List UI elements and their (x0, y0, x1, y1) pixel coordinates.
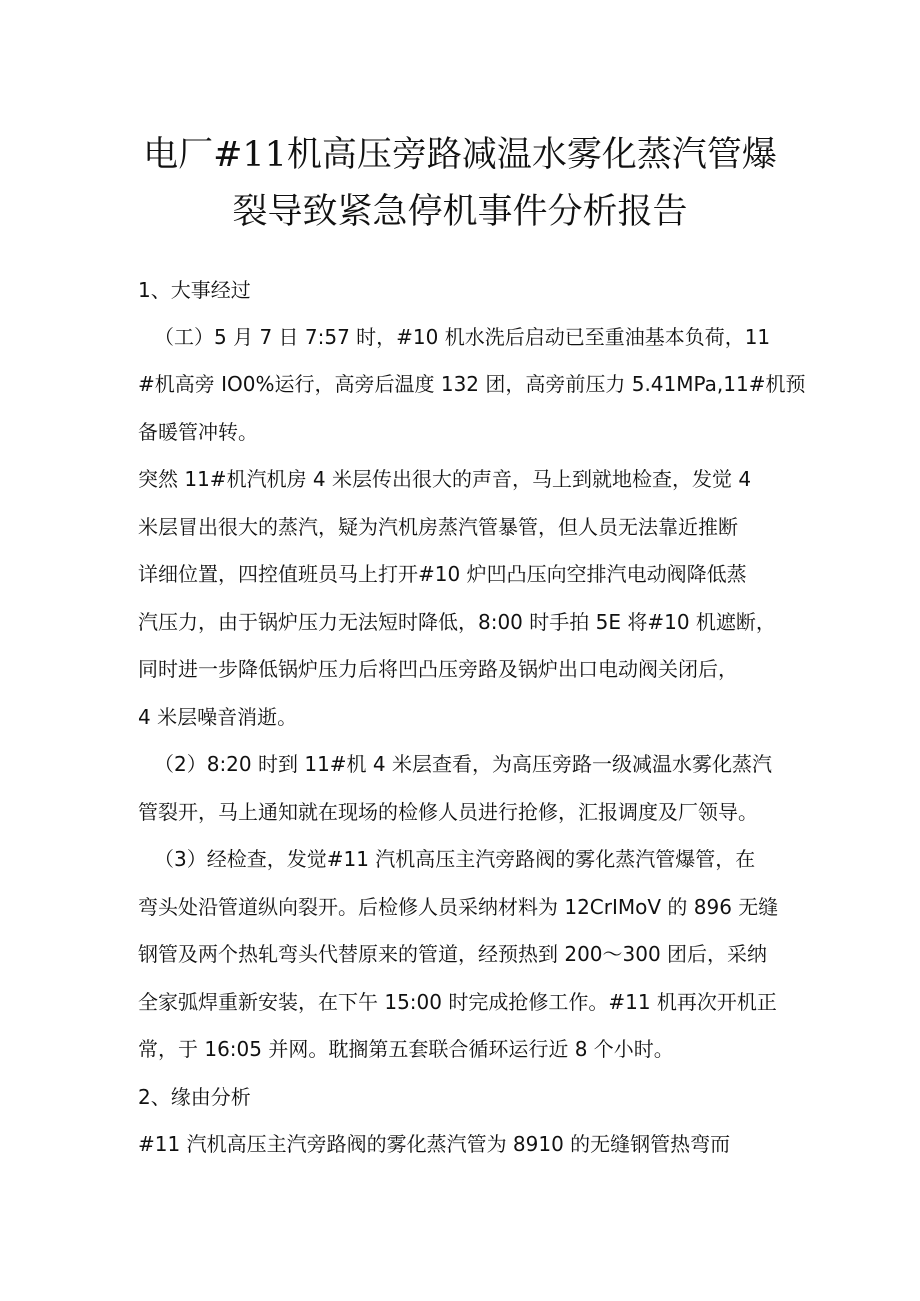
paragraph-line: 钢管及两个热轧弯头代替原来的管道，经预热到 200～300 团后，采纳 (138, 942, 768, 966)
paragraph-line: 管裂开，马上通知就在现场的检修人员进行抢修，汇报调度及厂领导。 (138, 800, 758, 824)
paragraph-line: （工）5 月 7 日 7:57 时，#10 机水洗后启动已至重油基本负荷，11 (154, 325, 771, 349)
paragraph-line: 同时进一步降低锅炉压力后将凹凸压旁路及锅炉出口电动阀关闭后， (138, 657, 738, 681)
paragraph-line: 米层冒出很大的蒸汽，疑为汽机房蒸汽管暴管，但人员无法靠近推断 (138, 515, 738, 539)
paragraph-line: 4 米层噪音消逝。 (138, 705, 298, 729)
paragraph-line: 全家弧焊重新安装，在下午 15:00 时完成抢修工作。#11 机再次开机正 (138, 990, 777, 1014)
paragraph-line: （3）经检查，发觉#11 汽机高压主汽旁路阀的雾化蒸汽管爆管，在 (154, 847, 756, 871)
section-heading-events: 1、大事经过 (138, 278, 251, 302)
paragraph-line: 常，于 16:05 并网。耽搁第五套联合循环运行近 8 个小时。 (138, 1037, 674, 1061)
paragraph-line: 备暖管冲转。 (138, 420, 258, 444)
paragraph-line: 汽压力，由于锅炉压力无法短时降低，8:00 时手拍 5E 将#10 机遮断， (138, 610, 776, 634)
paragraph-line: 突然 11#机汽机房 4 米层传出很大的声音，马上到就地检查，发觉 4 (138, 467, 752, 491)
section-heading-cause-analysis: 2、缘由分析 (138, 1085, 251, 1109)
paragraph-line: #11 汽机高压主汽旁路阀的雾化蒸汽管为 8910 的无缝钢管热弯而 (138, 1132, 731, 1156)
paragraph-line: （2）8:20 时到 11#机 4 米层查看，为高压旁路一级减温水雾化蒸汽 (154, 752, 772, 776)
document-title-line-2: 裂导致紧急停机事件分析报告 (232, 192, 688, 232)
document-title-line-1: 电厂#11机高压旁路减温水雾化蒸汽管爆 (143, 135, 777, 175)
paragraph-line: #机高旁 IO0%运行，高旁后温度 132 团，高旁前压力 5.41MPa,11#机预 (138, 372, 806, 396)
paragraph-line: 弯头处沿管道纵向裂开。后检修人员采纳材料为 12CrIMoV 的 896 无缝 (138, 895, 779, 919)
paragraph-line: 详细位置，四控值班员马上打开#10 炉凹凸压向空排汽电动阀降低蒸 (138, 562, 747, 586)
